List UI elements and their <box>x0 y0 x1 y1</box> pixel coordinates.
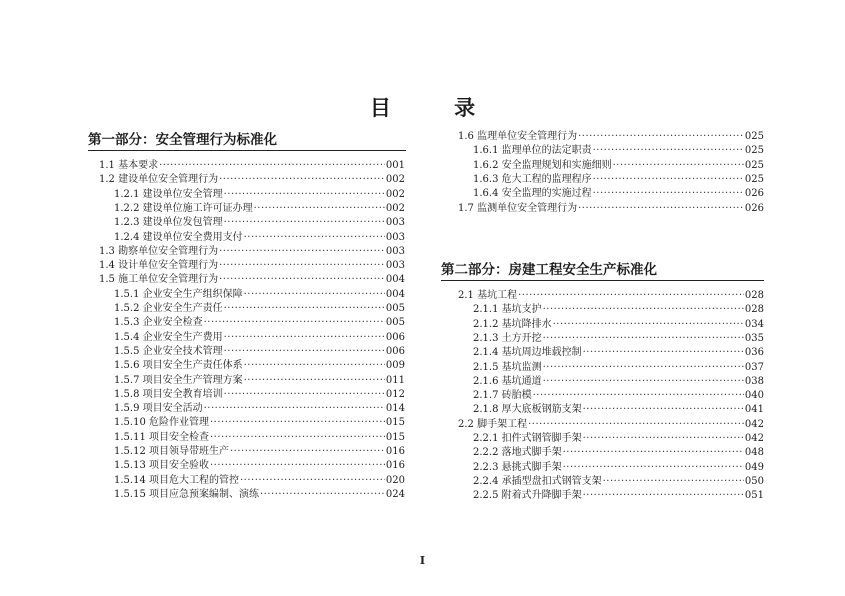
toc-entry <box>473 432 764 447</box>
toc-entry-title: 1.5.7 项目安全生产管理方案 <box>114 374 243 386</box>
toc-entry <box>473 332 764 347</box>
toc-entry-page: 028 <box>744 304 764 316</box>
toc-entry-title: 1.5.5 企业安全技术管理 <box>114 345 223 357</box>
toc-entry-title: 2.2.2 落地式脚手架 <box>473 447 562 459</box>
toc-dot-leader <box>603 475 744 490</box>
toc-entry <box>99 273 405 288</box>
toc-entry-page: 003 <box>385 217 405 229</box>
toc-entry-title: 2.1.7 砖胎模 <box>473 390 532 402</box>
toc-entry-page: 016 <box>385 460 405 472</box>
toc-dot-leader <box>518 289 744 304</box>
toc-entry-title: 1.5.3 企业安全检查 <box>114 317 203 329</box>
toc-dot-leader <box>219 259 385 274</box>
toc-entry <box>473 318 764 333</box>
toc-entry <box>458 418 764 433</box>
toc-entry <box>114 188 405 203</box>
toc-entry-title: 1.5 施工单位安全管理行为 <box>99 274 219 286</box>
toc-entry-title: 1.5.9 项目安全活动 <box>114 403 203 415</box>
toc-entry <box>473 303 764 318</box>
toc-dot-leader <box>159 159 385 174</box>
toc-entry-title: 2.1.3 土方开挖 <box>473 332 542 344</box>
toc-entry-page: 041 <box>744 404 764 416</box>
toc-entry-page: 003 <box>385 231 405 243</box>
toc-entry-title: 1.5.13 项目安全验收 <box>114 460 209 472</box>
toc-entry <box>458 130 764 145</box>
toc-entry <box>473 475 764 490</box>
toc-entry-page: 004 <box>385 274 405 286</box>
toc-entry-title: 1.2 建设单位安全管理行为 <box>99 174 219 186</box>
toc-entry <box>114 416 405 431</box>
toc-entry-title: 2.1 基坑工程 <box>458 290 518 301</box>
toc-entry-page: 025 <box>744 131 764 142</box>
toc-entry-page: 009 <box>385 360 405 372</box>
toc-entry-title: 2.1.5 基坑监测 <box>473 361 542 373</box>
toc-entry-title: 2.1.2 基坑降排水 <box>473 318 552 330</box>
toc-dot-leader <box>224 388 385 403</box>
toc-entry-title: 1.5.15 项目应急预案编制、演练 <box>114 488 259 500</box>
toc-entry-page: 025 <box>744 159 764 171</box>
toc-dot-leader <box>543 361 744 376</box>
toc-entry-page: 034 <box>744 318 764 330</box>
toc-dot-leader <box>224 216 385 231</box>
toc-entry-title: 1.6.1 监理单位的法定职责 <box>473 145 592 157</box>
toc-dot-leader <box>593 173 744 188</box>
toc-entry <box>473 159 764 174</box>
toc-entry-page: 038 <box>744 375 764 387</box>
toc-dot-leader <box>543 332 744 347</box>
toc-entry-title: 1.6.3 危大工程的监理程序 <box>473 173 592 185</box>
toc-dot-leader <box>578 130 744 145</box>
toc-entry-page: 025 <box>744 173 764 185</box>
toc-entry <box>473 403 764 418</box>
toc-entry <box>114 288 405 303</box>
toc-dot-leader <box>224 302 385 317</box>
toc-entry-title: 2.2.3 悬挑式脚手架 <box>473 461 562 473</box>
toc-entry <box>473 361 764 376</box>
toc-entry-page: 003 <box>385 245 405 257</box>
toc-entry <box>114 331 405 346</box>
part-two-heading: 第二部分：房建工程安全生产标准化 <box>441 262 657 278</box>
toc-dot-leader <box>244 359 385 374</box>
toc-entry-title: 2.1.1 基坑支护 <box>473 304 542 316</box>
toc-entry-title: 1.6.4 安全监理的实施过程 <box>473 188 592 200</box>
toc-entry <box>114 216 405 231</box>
toc-entry-page: 002 <box>385 188 405 200</box>
toc-entry-title: 1.5.12 项目领导带班生产 <box>114 446 229 457</box>
toc-entry <box>114 231 405 246</box>
toc-entry <box>114 359 405 374</box>
toc-dot-leader <box>563 446 744 461</box>
toc-entry <box>114 431 405 446</box>
toc-entry-title: 1.5.14 项目危大工程的管控 <box>114 474 239 486</box>
toc-entry <box>458 202 764 217</box>
toc-entry-page: 006 <box>385 331 405 343</box>
toc-dot-leader <box>230 445 385 460</box>
toc-entry-page: 048 <box>744 447 764 459</box>
toc-entry <box>114 302 405 317</box>
toc-entry <box>473 375 764 390</box>
toc-entry-title: 2.2 脚手架工程 <box>458 418 528 430</box>
page-title: 目 录 <box>369 95 504 120</box>
toc-entry-title: 1.5.4 企业安全生产费用 <box>114 331 223 343</box>
toc-entry-title: 1.5.2 企业安全生产责任 <box>114 303 223 314</box>
toc-dot-leader <box>583 432 744 447</box>
toc-entry-title: 1.6 监理单位安全管理行为 <box>458 131 578 142</box>
toc-entry <box>114 202 405 217</box>
toc-dot-leader <box>204 402 385 417</box>
toc-dot-leader <box>593 187 744 202</box>
toc-dot-leader <box>254 202 385 217</box>
toc-dot-leader <box>219 273 385 288</box>
toc-entry <box>99 159 405 174</box>
toc-entry-page: 003 <box>385 260 405 272</box>
toc-entry-title: 1.4 设计单位安全管理行为 <box>99 260 219 272</box>
toc-dot-leader <box>260 488 385 503</box>
toc-entry-title: 1.5.10 危险作业管理 <box>114 417 209 429</box>
toc-dot-leader <box>224 188 385 203</box>
toc-dot-leader <box>578 202 744 217</box>
toc-dot-leader <box>244 231 385 246</box>
toc-dot-leader <box>224 345 385 360</box>
toc-entry <box>473 389 764 404</box>
toc-entry-page: 004 <box>385 288 405 300</box>
toc-entry <box>114 316 405 331</box>
toc-entry-title: 1.7 监测单位安全管理行为 <box>458 202 578 214</box>
toc-dot-leader <box>210 459 385 474</box>
toc-entry-page: 035 <box>744 332 764 344</box>
toc-entry <box>99 245 405 260</box>
toc-entry-title: 1.2.3 建设单位发包管理 <box>114 217 223 229</box>
toc-entry-title: 1.2.1 建设单位安全管理 <box>114 188 223 200</box>
toc-entry <box>114 445 405 460</box>
toc-entry-title: 1.6.2 安全监理规划和实施细则 <box>473 159 612 171</box>
toc-entry-page: 014 <box>385 403 405 415</box>
toc-entry-page: 026 <box>744 202 764 214</box>
toc-dot-leader <box>244 374 385 389</box>
toc-entry-page: 024 <box>385 488 405 500</box>
toc-entry-title: 1.5.6 项目安全生产责任体系 <box>114 360 243 372</box>
toc-entry-title: 1.5.8 项目安全教育培训 <box>114 388 223 400</box>
toc-entry <box>114 474 405 489</box>
toc-entry <box>473 173 764 188</box>
toc-entry-title: 2.1.6 基坑通道 <box>473 375 542 387</box>
toc-dot-leader <box>528 418 744 433</box>
toc-entry-page: 040 <box>744 390 764 402</box>
toc-dot-leader <box>583 403 744 418</box>
toc-entry-title: 2.2.4 承插型盘扣式钢管支架 <box>473 475 602 487</box>
toc-dot-leader <box>219 245 385 260</box>
part-two-rule <box>441 280 764 281</box>
toc-dot-leader <box>244 288 385 303</box>
toc-entry-page: 050 <box>744 475 764 487</box>
toc-entry-title: 1.2.2 建设单位施工许可证办理 <box>114 202 253 214</box>
toc-entry-page: 015 <box>385 431 405 443</box>
toc-entry-title: 1.5.11 项目安全检查 <box>114 431 209 443</box>
toc-entry-page: 025 <box>744 145 764 157</box>
toc-entry-title: 2.2.1 扣件式钢管脚手架 <box>473 433 582 444</box>
toc-entry-title: 2.1.8 厚大底板钢筋支架 <box>473 404 582 416</box>
toc-dot-leader <box>240 474 385 489</box>
toc-entry-title: 1.5.1 企业安全生产组织保障 <box>114 288 243 300</box>
toc-entry-page: 042 <box>744 433 764 444</box>
toc-entry <box>99 173 405 188</box>
toc-dot-leader <box>210 416 385 431</box>
toc-dot-leader <box>563 461 744 476</box>
toc-entry-page: 012 <box>385 388 405 400</box>
toc-entry <box>473 489 764 504</box>
toc-entry-page: 020 <box>385 474 405 486</box>
toc-entry-page: 049 <box>744 461 764 473</box>
toc-entry-page: 002 <box>385 202 405 214</box>
toc-entry-title: 2.2.5 附着式升降脚手架 <box>473 490 582 502</box>
toc-entry-page: 005 <box>385 303 405 314</box>
toc-entry <box>114 345 405 360</box>
toc-entry-title: 1.2.4 建设单位安全费用支付 <box>114 231 243 243</box>
toc-entry-page: 028 <box>744 290 764 301</box>
page-number: I <box>419 554 426 567</box>
toc-entry-page: 011 <box>385 374 405 386</box>
toc-entry <box>114 402 405 417</box>
toc-entry <box>473 346 764 361</box>
toc-dot-leader <box>583 489 744 504</box>
toc-entry-page: 036 <box>744 347 764 359</box>
toc-entry <box>473 461 764 476</box>
toc-entry-title: 2.1.4 基坑周边堆载控制 <box>473 347 582 359</box>
toc-entry-page: 037 <box>744 361 764 373</box>
toc-entry-page: 005 <box>385 317 405 329</box>
toc-entry-title: 1.1 基本要求 <box>99 160 159 171</box>
toc-entry-page: 051 <box>744 490 764 502</box>
toc-dot-leader <box>593 144 744 159</box>
toc-dot-leader <box>543 375 744 390</box>
toc-entry-page: 042 <box>744 418 764 430</box>
toc-entry-page: 006 <box>385 345 405 357</box>
toc-entry <box>473 144 764 159</box>
toc-entry <box>114 488 405 503</box>
part-one-rule <box>88 150 406 151</box>
toc-dot-leader <box>613 159 744 174</box>
toc-entry <box>458 289 764 304</box>
toc-entry <box>473 187 764 202</box>
toc-entry-page: 002 <box>385 174 405 186</box>
toc-entry-page: 026 <box>744 188 764 200</box>
toc-dot-leader <box>210 431 385 446</box>
toc-entry <box>473 446 764 461</box>
part-one-heading: 第一部分：安全管理行为标准化 <box>88 132 277 148</box>
toc-entry <box>114 374 405 389</box>
toc-dot-leader <box>219 173 385 188</box>
toc-entry-page: 016 <box>385 446 405 457</box>
toc-dot-leader <box>543 303 744 318</box>
toc-entry <box>114 388 405 403</box>
toc-entry-page: 001 <box>385 160 405 171</box>
toc-entry <box>114 459 405 474</box>
toc-dot-leader <box>204 316 385 331</box>
toc-entry-title: 1.3 勘察单位安全管理行为 <box>99 245 219 257</box>
toc-entry <box>99 259 405 274</box>
toc-dot-leader <box>533 389 744 404</box>
toc-dot-leader <box>553 318 744 333</box>
toc-dot-leader <box>224 331 385 346</box>
toc-dot-leader <box>583 346 744 361</box>
toc-entry-page: 015 <box>385 417 405 429</box>
